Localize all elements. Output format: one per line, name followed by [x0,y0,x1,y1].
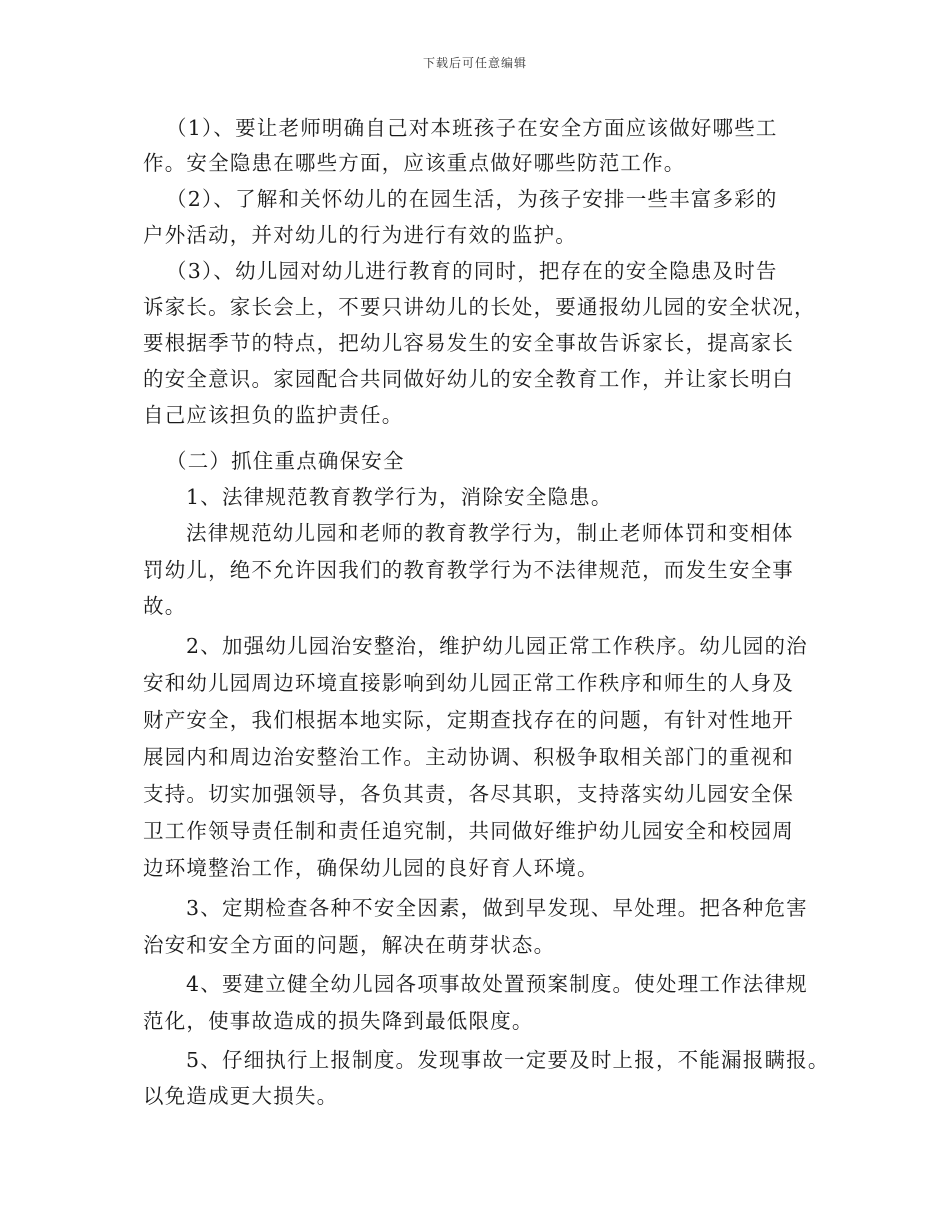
paragraph-line: 财产安全，我们根据本地实际，定期查找存在的问题，有针对性地开 [143,708,794,732]
paragraph-line: 自己应该担负的监护责任。 [143,403,404,427]
paragraph-line: 户外活动，并对幼儿的行为进行有效的监护。 [143,223,577,247]
paragraph-line: （3）、幼儿园对幼儿进行教育的同时，把存在的安全隐患及时告 [166,259,778,283]
paragraph-line: 诉家长。家长会上，不要只讲幼儿的长处，要通报幼儿园的安全状况， [143,295,816,319]
paragraph-line: 3、定期检查各种不安全因素，做到早发现、早处理。把各种危害 [186,896,808,920]
paragraph-line: 以免造成更大损失。 [143,1084,339,1108]
paragraph-line: （2）、了解和关怀幼儿的在园生活，为孩子安排一些丰富多彩的 [166,187,778,211]
paragraph-line: （1）、要让老师明确自己对本班孩子在安全方面应该做好哪些工 [166,116,778,140]
paragraph-line: 支持。切实加强领导，各负其责，各尽其职，支持落实幼儿园安全保 [143,782,794,806]
subsection-heading: 1、法律规范教育教学行为，消除安全隐患。 [186,485,613,509]
paragraph-line: 法律规范幼儿园和老师的教育教学行为，制止老师体罚和变相体 [186,521,794,545]
header-note: 下载后可任意编辑 [422,56,527,70]
paragraph-line: 5、仔细执行上报制度。发现事故一定要及时上报，不能漏报瞒报。 [186,1048,830,1072]
paragraph-line: 作。安全隐患在哪些方面，应该重点做好哪些防范工作。 [143,151,686,175]
paragraph-line: 卫工作领导责任制和责任追究制，共同做好维护幼儿园安全和校园周 [143,819,794,843]
paragraph-line: 2、加强幼儿园治安整治，维护幼儿园正常工作秩序。幼儿园的治 [186,634,808,658]
paragraph-line: 展园内和周边治安整治工作。主动协调、积极争取相关部门的重视和 [143,745,794,769]
paragraph-line: 范化，使事故造成的损失降到最低限度。 [143,1009,534,1033]
paragraph-line: 罚幼儿，绝不允许因我们的教育教学行为不法律规范，而发生安全事 [143,558,794,582]
section-heading: （二）抓住重点确保安全 [166,449,405,473]
paragraph-line: 4、要建立健全幼儿园各项事故处置预案制度。使处理工作法律规 [186,972,808,996]
paragraph-line: 的安全意识。家园配合共同做好幼儿的安全教育工作，并让家长明白 [143,367,794,391]
paragraph-line: 边环境整治工作，确保幼儿园的良好育人环境。 [143,856,599,880]
paragraph-line: 安和幼儿园周边环境直接影响到幼儿园正常工作秩序和师生的人身及 [143,671,794,695]
paragraph-line: 故。 [143,594,187,618]
paragraph-line: 要根据季节的特点，把幼儿容易发生的安全事故告诉家长，提高家长 [143,331,794,355]
paragraph-line: 治安和安全方面的问题，解决在萌芽状态。 [143,933,556,957]
